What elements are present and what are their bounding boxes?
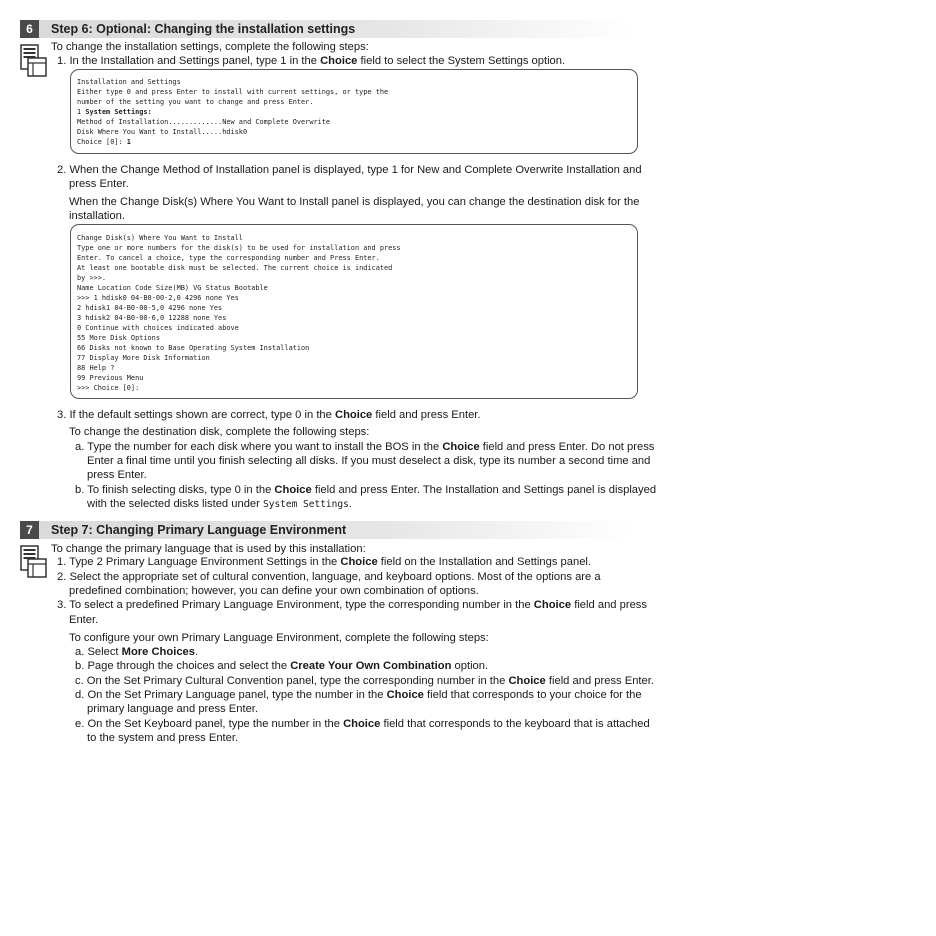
step-7-item-3: 3. To select a predefined Primary Language Environment, type the corresponding number in the Choice field and press (57, 599, 647, 611)
step-7-header (20, 521, 632, 539)
screen-line: 2 hdisk1 04-B0-00-5,0 4296 none Yes (77, 304, 223, 312)
step-6-number: 6 (20, 20, 39, 38)
step-6-item-3-para: To change the destination disk, complete the following steps: (69, 426, 370, 438)
screen-line: 55 More Disk Options (77, 334, 160, 342)
screen-line: >>> Choice [0]: (77, 384, 140, 392)
screen-line: Disk Where You Want to Install.....hdisk0 (77, 128, 248, 136)
screen-line: 3 hdisk2 04-B0-00-6,0 12288 none Yes (77, 314, 227, 322)
step-6-item-3a-cont: Enter a final time until you finish selecting all disks. If you must deselect a disk, type its number a second time and (87, 455, 651, 467)
screen-line: Type one or more numbers for the disk(s) to be used for installation and press (77, 244, 401, 252)
step-6-item-3b-cont: with the selected disks listed under System Settings. (87, 498, 352, 510)
step-6-item-3: 3. If the default settings shown are correct, type 0 in the Choice field and press Enter. (57, 409, 481, 421)
step-7-item-1: 1. Type 2 Primary Language Environment Settings in the Choice field on the Installation and Settings panel. (57, 556, 592, 568)
screen-line: Name Location Code Size(MB) VG Status Bootable (77, 284, 268, 292)
screen-line: >>> 1 hdisk0 04-B0-00-2,0 4296 none Yes (77, 294, 239, 302)
step-7-item-3c: c. On the Set Primary Cultural Convention panel, type the corresponding number in the Choice field and press Enter. (75, 675, 654, 687)
step-6-title: Step 6: Optional: Changing the installation settings (51, 22, 356, 36)
change-disk-screen (70, 224, 638, 399)
step-7-item-3e: e. On the Set Keyboard panel, type the number in the Choice field that corresponds to the keyboard that is attached (75, 718, 650, 730)
step-7-item-2: 2. Select the appropriate set of cultural convention, language, and keyboard options. Most of the options are a (57, 571, 601, 583)
step-7-item-3d: d. On the Set Primary Language panel, type the number in the Choice field that corresponds to your choice for the (75, 689, 642, 701)
screen-line: Either type 0 and press Enter to install with current settings, or type the (77, 88, 389, 96)
screen-line: Choice [0]: 1 (77, 138, 131, 146)
screen-line: Change Disk(s) Where You Want to Install (77, 234, 243, 242)
screen-line: 0 Continue with choices indicated above (77, 324, 239, 332)
step-7-item-3a: a. Select More Choices. (75, 646, 199, 658)
step-6-item-2-para: When the Change Disk(s) Where You Want to Install panel is displayed, you can change the destination disk for the (69, 196, 640, 208)
step-7-number: 7 (20, 521, 39, 539)
step-7-item-3-para: To configure your own Primary Language Environment, complete the following steps: (69, 632, 489, 644)
screen-line: Installation and Settings (77, 78, 181, 86)
step-7-item-2-cont: predefined combination; however, you can define your own combination of options. (69, 585, 479, 597)
step-6-item-3a-cont: press Enter. (87, 469, 147, 481)
step-6-item-2-cont: press Enter. (69, 178, 129, 190)
checklist-icon (20, 44, 48, 78)
step-6-item-1: 1. In the Installation and Settings panel, type 1 in the Choice field to select the System Settings option. (57, 55, 566, 67)
step-6-item-3a: a. Type the number for each disk where you want to install the BOS in the Choice field and press Enter. Do not press (75, 441, 655, 453)
screen-line: At least one bootable disk must be selected. The current choice is indicated (77, 264, 393, 272)
step-6-item-2: 2. When the Change Method of Installation panel is displayed, type 1 for New and Complete Overwrite Installation and (57, 164, 642, 176)
screen-line: by >>>. (77, 274, 107, 282)
step-6-intro: To change the installation settings, complete the following steps: (51, 41, 369, 53)
screen-line: 99 Previous Menu (77, 374, 144, 382)
step-7-item-3b: b. Page through the choices and select the Create Your Own Combination option. (75, 660, 489, 672)
screen-line: Enter. To cancel a choice, type the corresponding number and Press Enter. (77, 254, 380, 262)
step-7-item-3e-cont: to the system and press Enter. (87, 732, 239, 744)
step-7-title: Step 7: Changing Primary Language Environment (51, 523, 347, 537)
step-6-item-3b: b. To finish selecting disks, type 0 in the Choice field and press Enter. The Installation and Settings panel is displayed (75, 484, 657, 496)
step-6-header (20, 20, 632, 38)
step-7-item-3d-cont: primary language and press Enter. (87, 703, 259, 715)
step-7-item-3-cont: Enter. (69, 614, 99, 626)
screen-line: 66 Disks not known to Base Operating System Installation (77, 344, 310, 352)
checklist-icon (20, 545, 48, 579)
screen-line: number of the setting you want to change and press Enter. (77, 98, 314, 106)
step-7-intro: To change the primary language that is used by this installation: (51, 543, 366, 555)
screen-line: Method of Installation.............New and Complete Overwrite (77, 118, 331, 126)
installation-settings-screen (70, 69, 638, 154)
step-6-item-2-para-cont: installation. (69, 210, 125, 222)
screen-line: 77 Display More Disk Information (77, 354, 210, 362)
screen-line: 88 Help ? (77, 364, 115, 372)
screen-line: 1 System Settings: (77, 108, 152, 116)
